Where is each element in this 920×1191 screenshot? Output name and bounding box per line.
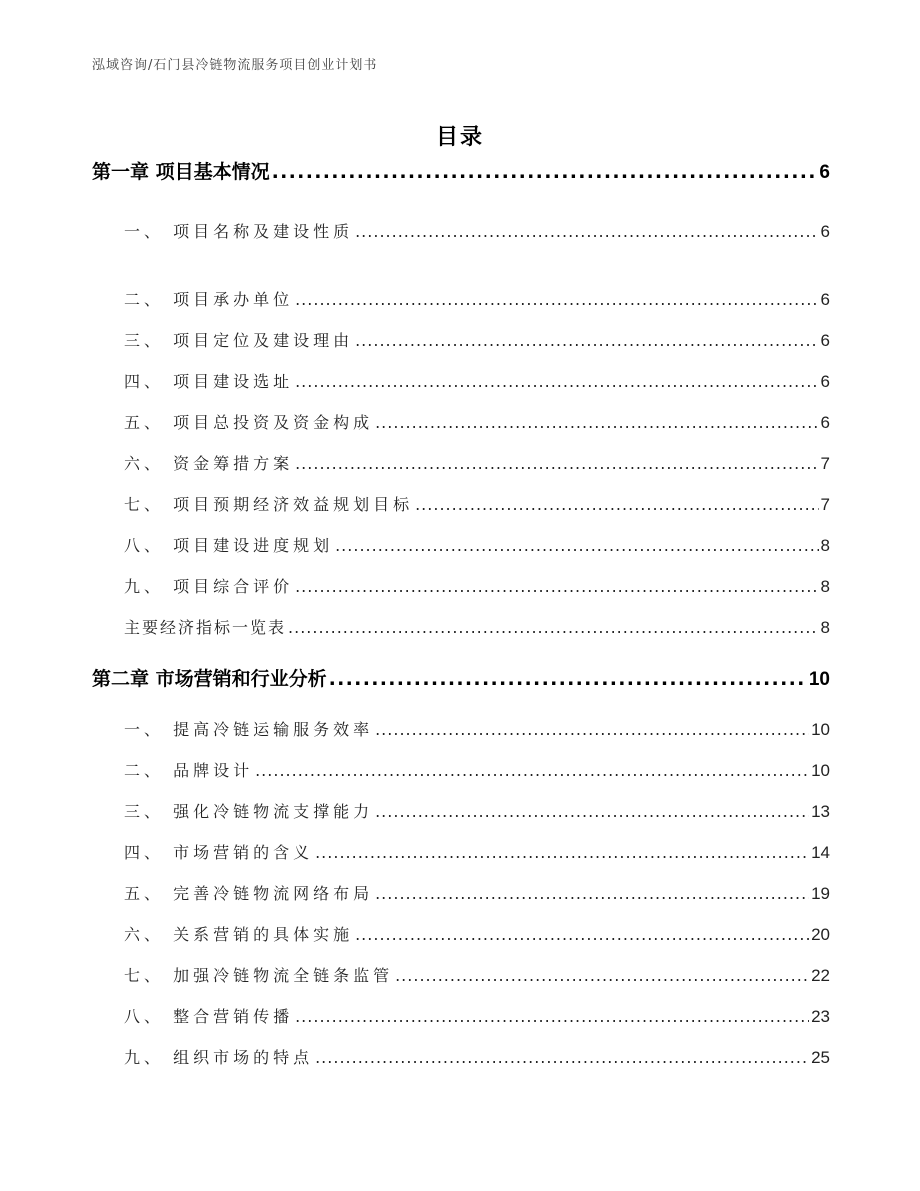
dot-leader <box>395 966 809 985</box>
toc-entry[interactable] <box>92 840 830 863</box>
toc-entry[interactable] <box>92 574 830 597</box>
toc-entry-label: 六、 资金筹措方案 <box>124 454 294 473</box>
toc-entry-label: 六、 关系营销的具体实施 <box>124 925 354 944</box>
dot-leader <box>415 495 818 514</box>
dot-leader <box>255 761 809 780</box>
toc-page-number: 8 <box>820 577 830 596</box>
toc-chapter-entry[interactable] <box>92 664 830 691</box>
dot-leader <box>295 372 818 391</box>
toc-page-number: 14 <box>811 843 830 862</box>
dot-leader <box>315 843 809 862</box>
toc-chapter-entry[interactable] <box>92 157 830 184</box>
toc-entry-label: 九、 项目综合评价 <box>124 577 294 596</box>
toc-entry-label: 二、 项目承办单位 <box>124 290 294 309</box>
toc-entry[interactable] <box>92 1045 830 1068</box>
toc-entry-label: 三、 强化冷链物流支撑能力 <box>124 802 374 821</box>
toc-entry[interactable] <box>92 287 830 310</box>
toc-entry-label: 一、 提高冷链运输服务效率 <box>124 720 374 739</box>
toc-page-number: 6 <box>819 162 830 183</box>
toc-entry[interactable] <box>92 963 830 986</box>
toc-page-number: 6 <box>820 331 830 350</box>
toc-entry[interactable] <box>92 922 830 945</box>
toc-entry-label: 主要经济指标一览表 <box>124 618 287 637</box>
toc-entry-label: 七、 项目预期经济效益规划目标 <box>124 495 414 514</box>
toc-page-number: 19 <box>811 884 830 903</box>
toc-entry-label: 三、 项目定位及建设理由 <box>124 331 354 350</box>
dot-leader <box>355 331 818 350</box>
dot-leader <box>355 222 818 241</box>
toc-entry-label: 八、 项目建设进度规划 <box>124 536 334 555</box>
toc-entry-label: 二、 品牌设计 <box>124 761 254 780</box>
dot-leader <box>375 413 818 432</box>
toc-page-number: 8 <box>820 536 830 555</box>
toc-entry-label: 八、 整合营销传播 <box>124 1007 294 1026</box>
dot-leader <box>329 668 807 690</box>
toc-page-number: 20 <box>811 925 830 944</box>
toc-entry-label: 四、 市场营销的含义 <box>124 843 314 862</box>
toc-page-number: 6 <box>820 413 830 432</box>
toc-page-number: 6 <box>820 222 830 241</box>
toc-page-number: 10 <box>811 720 830 739</box>
toc-entry[interactable] <box>92 758 830 781</box>
toc-entry[interactable] <box>92 410 830 433</box>
toc-entry-label: 四、 项目建设选址 <box>124 372 294 391</box>
toc-page-number: 7 <box>820 454 830 473</box>
toc-entry[interactable] <box>92 219 830 242</box>
toc-page-number: 23 <box>811 1007 830 1026</box>
toc-entry[interactable] <box>92 799 830 822</box>
dot-leader <box>335 536 818 555</box>
toc-entry[interactable] <box>92 369 830 392</box>
dot-leader <box>375 720 809 739</box>
toc-page-number: 10 <box>811 761 830 780</box>
toc-page-number: 10 <box>808 669 830 690</box>
toc-page-number: 25 <box>811 1048 830 1067</box>
dot-leader <box>355 925 809 944</box>
dot-leader <box>315 1048 809 1067</box>
toc-page-number: 8 <box>820 618 830 637</box>
toc-page-number: 13 <box>811 802 830 821</box>
dot-leader <box>295 454 818 473</box>
toc-page-number: 7 <box>820 495 830 514</box>
toc-entry-label: 五、 项目总投资及资金构成 <box>124 413 374 432</box>
toc-entry-label: 七、 加强冷链物流全链条监管 <box>124 966 394 985</box>
dot-leader <box>375 884 809 903</box>
dot-leader <box>295 577 818 596</box>
dot-leader <box>375 802 809 821</box>
dot-leader <box>288 618 819 637</box>
toc-page-number: 6 <box>820 372 830 391</box>
toc-entry[interactable] <box>92 451 830 474</box>
dot-leader <box>272 161 818 183</box>
toc-entry[interactable] <box>92 492 830 515</box>
running-header: 泓域咨询/石门县冷链物流服务项目创业计划书 <box>92 58 378 73</box>
toc-entry[interactable] <box>92 881 830 904</box>
toc-entry-label: 第一章 项目基本情况 <box>92 161 270 183</box>
toc-entry[interactable] <box>92 717 830 740</box>
dot-leader <box>295 1007 809 1026</box>
dot-leader <box>295 290 818 309</box>
toc-entry[interactable] <box>92 328 830 351</box>
toc-entry-label: 五、 完善冷链物流网络布局 <box>124 884 374 903</box>
toc-entry-label: 一、 项目名称及建设性质 <box>124 222 354 241</box>
toc-entry[interactable] <box>92 615 830 638</box>
toc-entry[interactable] <box>92 1004 830 1027</box>
toc-title: 目录 <box>435 125 484 150</box>
toc-page-number: 6 <box>820 290 830 309</box>
toc-page-number: 22 <box>811 966 830 985</box>
toc-entry-label: 第二章 市场营销和行业分析 <box>92 668 327 690</box>
toc-entry[interactable] <box>92 533 830 556</box>
toc-entry-label: 九、 组织市场的特点 <box>124 1048 314 1067</box>
